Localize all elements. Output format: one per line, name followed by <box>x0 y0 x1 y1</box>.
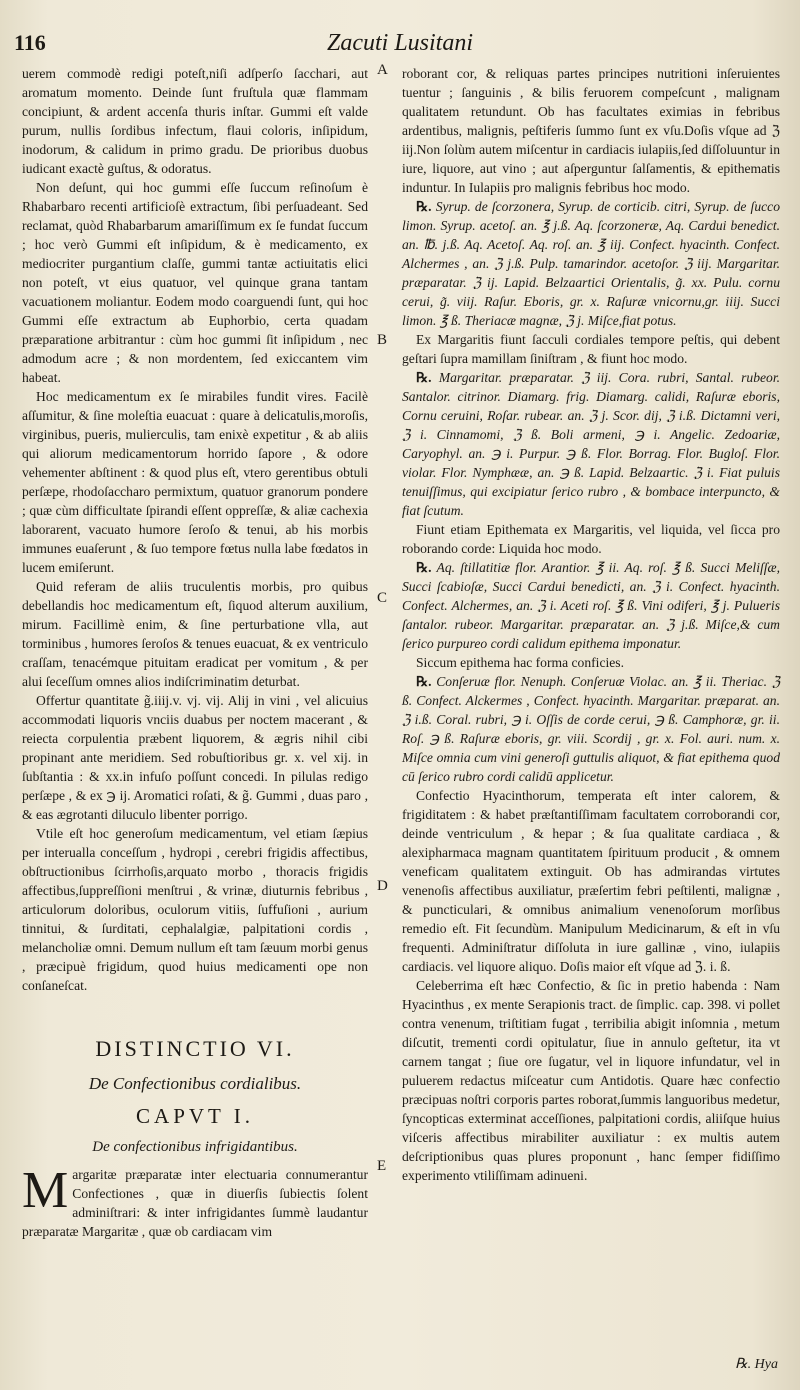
left-paragraph: uerem commodè redigi poteſt,niſi adſperſo ſacchari, aut aromatum momento. Deinde ſunt fruſtula quæ flammam concipiunt, & ardent accenſa thuris inſtar. Gummi eſt valde purum, nullis ſordibus infectum, flaui coloris, inſipidum, inodorum, & calidum in primo gradu. De prioribus duobus iudicant exactè guſtus, & odoratus. <box>22 66 368 176</box>
opening-text: argaritæ præparatæ inter electuaria connumerantur Confectiones , quæ in diuerſis ſubiectis ſolent adminiſtrari: & inter infrigidantes ſummè laudantur præparatæ Margaritæ , quæ ob cardiacam vim <box>22 1167 368 1239</box>
right-paragraph: Celeberrima eſt hæc Confectio, & ſic in pretio habenda : Nam Hyacinthus , ex mente Serapionis tract. de ſimplic. cap. 398. vi pollet contra venenum, triſtitiam fugat , terribilia abigit inſomnia , metum diſcutit, trementi cordi opitulatur, ſiue in annulo geſtetur, ita vt carnem tangat ; ſiue ore ſugatur, vel in liquore infundatur, vel in puluerem redactus miſceatur cum Antidotis. Quare hæc confectio præcipuas noſtri corporis partes roborat,ſummis languoribus medetur, ſyncopticas exterminat acceſſiones, palpitationi cordis, aliiſque huius viſceris affectibus mirabiliter auxiliatur : ex multis autem deſcriptionibus quas plures proponunt , hanc ſemper fidiſſimo experimento vtiliſſimam adinueni. <box>402 978 780 1183</box>
left-paragraph: Hoc medicamentum ex ſe mirabiles fundit vires. Facilè aſſumitur, & ſine moleſtia euacuat : quare à delicatulis,moroſis, virginibus, pueris, mulierculis, tam enixè expetitur , & ab aliis qui aliorum medicamentorum horrido ſapore , & odore vehementer abſtinent : & quod plus eſt, vtero gerentibus obtuli perſæpe, rhodoſaccharo permixtum, quatuor granorum pondere ; quæ cùm difficultate ſpirandi eſſent oppreſſæ, & aliæ cachexia laborarent, vacuato humore ſeroſo & tenui, ab his morbis immunes euaſerunt , & ſuo tempore fœtus nulla labe fœdatos in lucem emiſerunt. <box>22 389 368 575</box>
left-paragraph: Offertur quantitate g̃.iiij.v. vj. vij. Alij in vini , vel alicuius accommodati liquoris vnciis duabus per noctem macerant , & reiecta corpulentia præbent liquorem, & ægris nihil cibi propinant ante meridiem. Sed robuſtioribus gr. x. vel xij. in ſubſtantia : & xx.in infuſo poſſunt concedi. In pilulas redigo perſæpe , & ex ℈ ij. Aromatici roſati, & g̃. Gummi , duas paro , & eas ægrotanti diluculo libenter porrigo. <box>22 693 368 822</box>
right-column <box>402 64 780 1185</box>
prescription: ℞. Aq. ſtillatitiæ flor. Arantior. ℥ ii. Aq. roſ. ℥ ß. Succi Meliſſæ, Succi ſcabioſæ, Succi Cardui benedicti, an. ℨ i. Confect. hyacinth. Confect. Alchermes, an. ℨ i. Aceti roſ. ℥ ß. Vini odiferi, ℥ j. Pulueris ſantalor. rubeor. Margaritar. præparatar. an. ℨ j.ß. Miſce,& cum ſerico purpureo cordi calidum epithema imponatur. <box>402 560 780 651</box>
left-paragraph: Vtile eſt hoc generoſum medicamentum, vel etiam ſæpius per interualla conceſſum , hydropi , cerebri frigidis affectibus, obſtructionibus ſcirrhoſis,arquato morbo , thoracis frigidis affectibus,ſuppreſſioni menſtrui , & vrinæ, diuturnis febribus , articulorum doloribus, oculorum vitiis, ſuffuſioni , aurium tinnitui, & ſurditati, cephalalgiæ, palpitationi cordis , melancholiæ omni. Demum nullum eſt tam ſæuum morbi genus , præcipuè frigidum, quod huius medicamenti ope non conſaneſcat. <box>22 826 368 993</box>
margin-letter-b: B <box>377 332 388 348</box>
right-paragraph: Siccum epithema hac forma conficies. <box>416 655 624 670</box>
prescription: ℞. Syrup. de ſcorzonera, Syrup. de corticib. citri, Syrup. de ſucco limon. Syrup. acetoſ. an. ℥ j.ß. Aq. ſcorzoneræ, Aq. Cardui benedict. an. ℔. j.ß. Aq. Acetoſ. Aq. roſ. an. ℥ iij. Confect. hyacinth. Confect. Alchermes , an. ℨ j.ß. Pulp. tamarindor. acetoſor. ℨ iij. Margaritar. præparatar. ℨ ij. Lapid. Belzaartici Orientalis, g̃. xx. Pulu. cornu cerui, g̃. viij. Raſur. Eboris, gr. x. Raſuræ vnicornu,gr. iiij. Succi limon. ℥ ß. Theriacæ magnæ, ℨ j. Miſce,fiat potus. <box>402 199 780 328</box>
drop-cap: M <box>22 1162 69 1219</box>
left-column <box>22 64 368 1241</box>
right-paragraph: roborant cor, & reliquas partes principes nutritioni inſeruientes tuentur ; ſanguinis , & bilis feruorem compeſcunt , malignam qualitatem retundunt. Ob has facultates eximias in febribus ardentibus, malignis, peſtiferis ſummo ſunt ex vſu.Doſis vſque ad ℨ iij.Non ſolùm autem miſcentur in cardiacis iulapiis,ſed diſſoluuntur in iure, liquore, aut vino ; aut aſperguntur ſalſamentis, & epithematis induntur. In Iulapiis pro malignis febribus hoc modo. <box>402 66 780 195</box>
recipe-symbol: ℞. <box>416 560 432 575</box>
left-paragraph: Quid referam de aliis truculentis morbis, pro quibus debellandis hoc medicamentum eſt, ſiquod alterum auxilium, mirum. Facillimè enim, & ſine perturbatione vlla, aut torminibus , humores ſeroſos & tenues euacuat, & ex ventriculo craſſam, tenacémque pituitam eradicat per vomitum , & per alui ſeceſſum omnes alios indiſcriminatim deturbat. <box>22 579 368 689</box>
page-number: 116 <box>14 30 46 55</box>
catchword: ℞. Hya <box>735 1357 778 1372</box>
recipe-symbol: ℞. <box>416 674 432 689</box>
recipe-symbol: ℞. <box>416 199 432 214</box>
prescription: ℞. Conſeruæ flor. Nenuph. Conſeruæ Violac. an. ℥ ii. Theriac. ℨ ß. Confect. Alckermes , Confect. hyacinth. Margaritar. præparat. an. ℨ i.ß. Coral. rubri, ℈ i. Oſſis de corde cerui, ℈ ß. Camphoræ, gr. ii. Roſ. ℈ ß. Raſuræ eboris, gr. viii. Scordij , gr. x. Fol. auri. num. x. Miſce omnia cum vini generoſi guttulis aliquot, & fiat epithema quod cū ſerico rubro cordi calidū applicetur. <box>402 674 780 784</box>
right-paragraph: Fiunt etiam Epithemata ex Margaritis, vel liquida, vel ſicca pro roborando corde: Liquida hoc modo. <box>402 522 780 556</box>
margin-letter-d: D <box>377 878 388 894</box>
prescription: ℞. Margaritar. præparatar. ℨ iij. Cora. rubri, Santal. rubeor. Santalor. citrinor. Diamarg. frig. Diamarg. calidi, Raſuræ eboris, Cornu ceruini, Roſar. rubear. an. ℨ j. Scor. dij, ℨ i.ß. Dictamni veri, ℨ i. Cinnamomi, ℨ ß. Boli armeni, ℈ i. Angelic. Zedoariæ, Caryophyl. an. ℈ i. Purpur. ℈ ß. Flor. Borrag. Flor. Bugloſ. Flor. violar. Flor. Nymphææ, an. ℈ ß. Lapid. Belzaartic. ℨ i. Fiat puluis tenuiſſimus, qui excipiatur ſerico rubro , & bombace interpuncto, & fiat ſcutum. <box>402 370 780 518</box>
right-paragraph: Ex Margaritis fiunt ſacculi cordiales tempore peſtis, qui debent geſtari ſupra mamillam ſiniſtram , & fiunt hoc modo. <box>402 332 780 366</box>
distinctio-title: DISTINCTIO VI. <box>95 1036 295 1061</box>
margin-letter-a: A <box>377 62 388 78</box>
right-paragraph: Confectio Hyacinthorum, temperata eſt inter calorem, & frigiditatem : & habet præſtantiſſimam facultatem corroborandi cor, deinde ventriculum , & hepar ; & ſua qualitate cardiaca , & alexipharmaca magnam quantitatem ſpirituum producit , & omnem veneficam qualitatem extinguit. Ob has admirandas virtutes venenoſis affectibus auxiliatur, præſertim febri peſtilenti, malignæ , & puncticulari, & omnibus animalium venenoſorum morſibus remedio eſt. Fit ſecundùm. Manipulum Medicinarum, & eſt in vſu frequenti. Adminiſtratur diſſoluta in iure gallinæ , vino, iulapiis cardiacis. vel liquore aliquo. Doſis maior eſt vſque ad ℨ. i. ß. <box>402 788 780 974</box>
margin-letter-c: C <box>377 590 388 606</box>
running-head: Zacuti Lusitani <box>326 30 474 56</box>
left-paragraph: Non deſunt, qui hoc gummi eſſe ſuccum reſinoſum è Rhabarbaro recenti artificioſè extractum, ſibi perſuadeant. Sed reclamat, quòd Rhabarbarum amariſſimum ex ſe fundat ſuccum ; hoc verò Gummi eſt inſipidum, & è medicamento, ex mediocriter purgantium claſſe, gummi tantæ actiuitatis elici non poteſt, vt eius quatuor, vel quinque grana tantam vacuationem moliantur. Eodem modo coarguendi ſunt, qui hoc Gummi eſſe extractum ab Euphorbio, certa quadam præparatione arbitrantur : cùm hoc gummi ſit inſipidum , nec admodum acre ; & non mordentem, ſed exiccantem vim habeat. <box>22 180 368 385</box>
distinctio-subtitle: De Confectionibus cordialibus. <box>88 1074 302 1093</box>
margin-letter-e: E <box>377 1158 387 1174</box>
opening-paragraph <box>22 1162 368 1241</box>
page-header <box>0 30 800 64</box>
caput-title: CAPVT I. <box>136 1104 254 1128</box>
caput-subtitle: De confectionibus infrigidantibus. <box>92 1139 298 1155</box>
recipe-symbol: ℞. <box>416 370 432 385</box>
